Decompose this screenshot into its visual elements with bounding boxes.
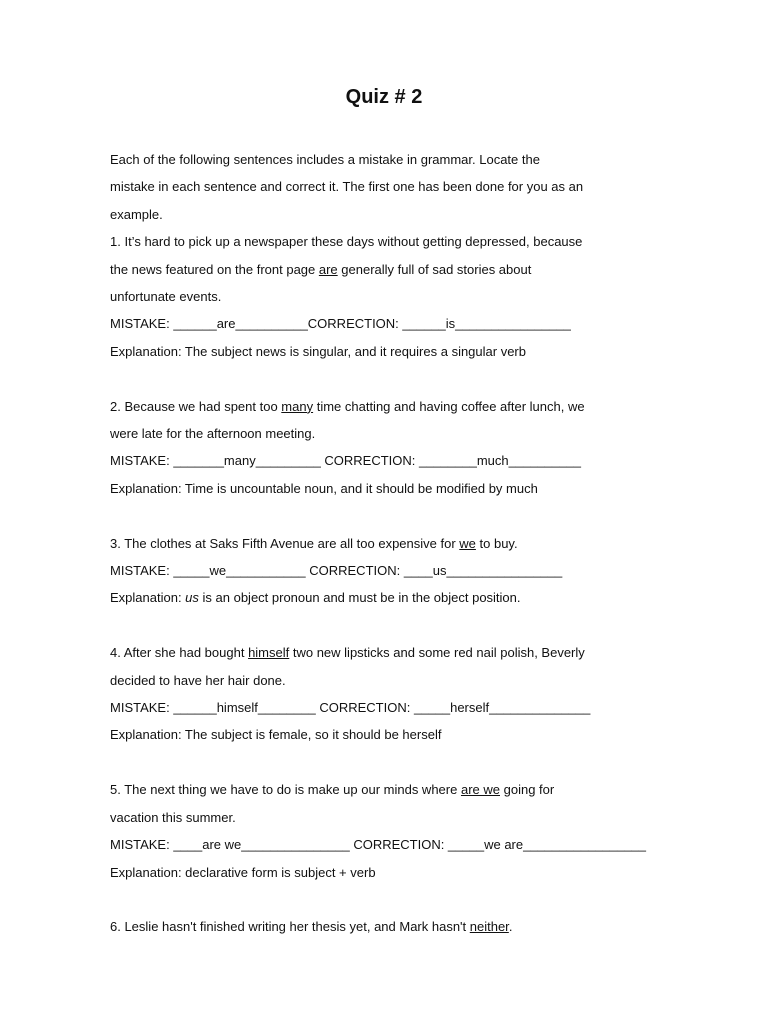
- q5-underlined-mistake: are we: [460, 782, 500, 798]
- q2-explanation: Explanation: Time is uncountable noun, and it should be modified by much: [110, 480, 538, 496]
- spacer: [110, 502, 600, 529]
- q4-line-1: 4. After she had bought himself two new lipsticks and some red nail polish, Beverly: [110, 645, 585, 661]
- q5-line-1: 5. The next thing we have to do is make up our minds where are we going for: [110, 782, 555, 798]
- q5-line-2: vacation this summer.: [110, 809, 236, 825]
- spacer: [110, 886, 600, 913]
- spacer: [110, 749, 600, 776]
- q2-mistake-correction: MISTAKE: _______many_________ CORRECTION: ________much__________: [110, 453, 581, 469]
- q1-explanation: Explanation: The subject news is singular, and it requires a singular verb: [110, 343, 526, 359]
- q1-mistake-correction: MISTAKE: ______are__________CORRECTION: ______is________________: [110, 316, 571, 332]
- quiz-body: [110, 146, 647, 941]
- spacer: [110, 365, 600, 392]
- q3-line-1: 3. The clothes at Saks Fifth Avenue are all too expensive for we to buy.: [110, 535, 518, 551]
- q4-underlined-mistake: himself: [248, 645, 290, 661]
- q3-underlined-mistake: we: [459, 535, 476, 551]
- q4-explanation: Explanation: The subject is female, so it should be herself: [110, 727, 442, 743]
- q2-line-1: 2. Because we had spent too many time chatting and having coffee after lunch, we: [110, 398, 585, 414]
- intro-line-2: mistake in each sentence and correct it. The first one has been done for you as an: [110, 179, 584, 195]
- q5-mistake-correction: MISTAKE: ____are we_______________ CORRECTION: _____we are_________________: [110, 837, 647, 853]
- q5-explanation: Explanation: declarative form is subject + verb: [110, 864, 376, 880]
- quiz-title: Quiz # 2: [345, 86, 423, 108]
- q3-mistake-correction: MISTAKE: _____we___________ CORRECTION: ____us________________: [110, 563, 563, 579]
- q1-line-1: 1. It’s hard to pick up a newspaper these days without getting depressed, because: [110, 234, 583, 250]
- q1-line-3: unfortunate events.: [110, 289, 222, 305]
- intro-line-3: example.: [110, 206, 163, 222]
- intro-line-1: Each of the following sentences includes a mistake in grammar. Locate the: [110, 152, 540, 167]
- q2-line-2: were late for the afternoon meeting.: [110, 426, 316, 442]
- q4-line-2: decided to have her hair done.: [110, 672, 286, 688]
- q4-mistake-correction: MISTAKE: ______himself________ CORRECTION: _____herself______________: [110, 700, 591, 716]
- q1-underlined-mistake: are: [318, 261, 338, 277]
- q2-underlined-mistake: many: [281, 398, 314, 414]
- q3-explanation: Explanation: us is an object pronoun and must be in the object position.: [110, 590, 521, 606]
- q1-line-2: the news featured on the front page are generally full of sad stories about: [110, 261, 532, 277]
- q6-underlined-mistake: neither: [469, 919, 509, 935]
- spacer: [110, 612, 600, 639]
- q6-line-1: 6. Leslie hasn't finished writing her thesis yet, and Mark hasn't neither.: [110, 919, 513, 935]
